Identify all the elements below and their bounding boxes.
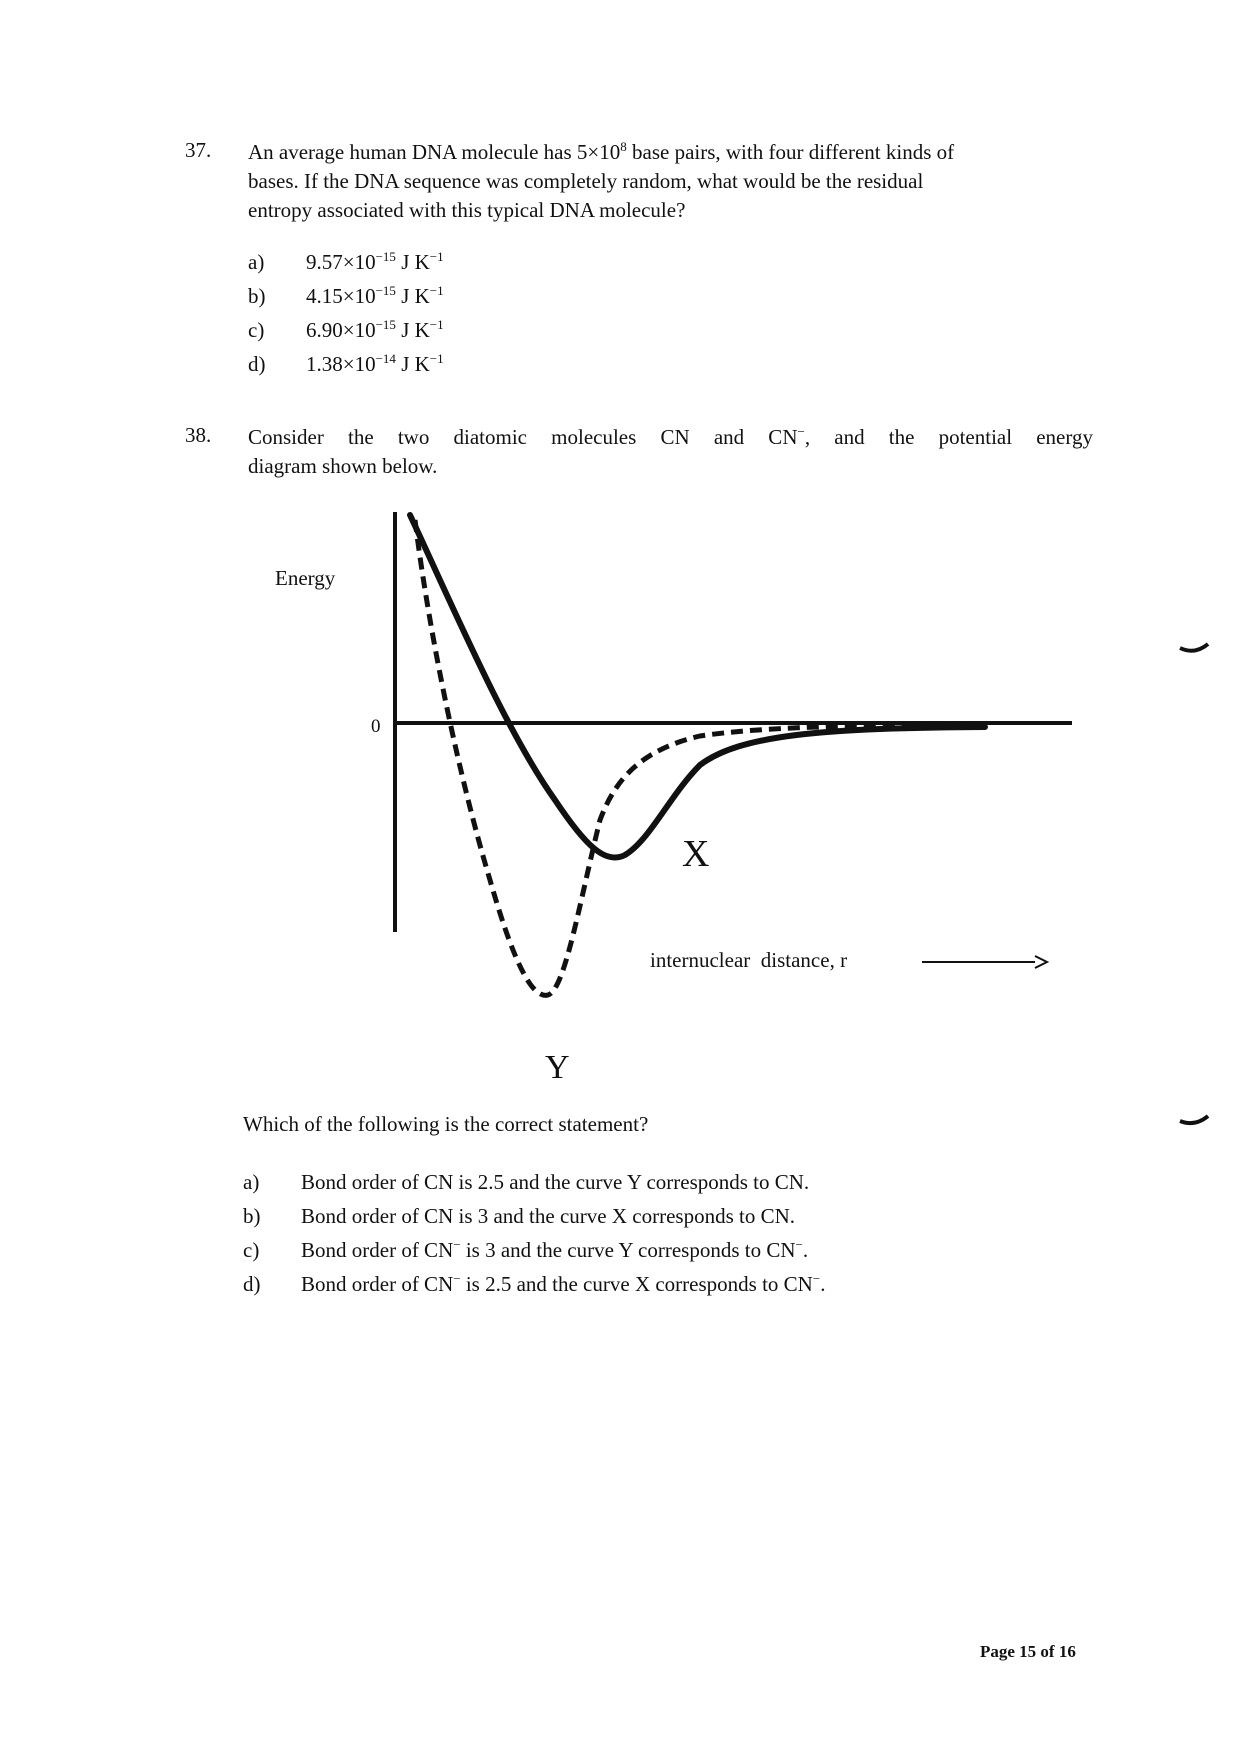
arrow-head-icon: [1035, 956, 1047, 968]
q38-number: 38.: [185, 423, 212, 447]
q37-option-b: b) $4.15\times 10^{-15}$ J $K^{-1}$: [248, 283, 444, 308]
q38-option-b: b) Bond order of CN is 3 and the curve X corresponds to CN.: [243, 1204, 795, 1228]
q38-option-c: c) Bond order of CN− is 3 and the curve Y corresponds to CN−.: [243, 1237, 809, 1262]
energy-label: Energy: [275, 566, 336, 590]
q38-line-2: diagram shown below.: [248, 454, 438, 478]
distance-label: internuclear distance, r: [650, 948, 848, 972]
curve-y-label: Y: [545, 1049, 570, 1086]
q37-option-d: d) $1.38\times 10^{-14}$ J $K^{-1}$: [248, 351, 444, 376]
margin-mark-icon: [1180, 1116, 1208, 1123]
q37-line-2: bases. If the DNA sequence was completely random, what would be the residual: [248, 169, 924, 193]
q37-line-3: entropy associated with this typical DNA molecule?: [248, 198, 686, 222]
q38-option-d: d) Bond order of CN− is 2.5 and the curve X corresponds to CN−.: [243, 1271, 826, 1296]
q38-prompt: Which of the following is the correct statement?: [243, 1112, 649, 1136]
q37-number: 37.: [185, 138, 212, 162]
q37-option-c: c) $6.90\times 10^{-15}$ J $K^{-1}$: [248, 317, 444, 342]
q37-option-a: a) $9.57\times 10^{-15}$ J $K^{-1}$: [248, 249, 444, 274]
zero-label: 0: [371, 716, 381, 737]
curve-y: [415, 520, 985, 995]
q38-option-a: a) Bond order of CN is 2.5 and the curve Y corresponds to CN.: [243, 1170, 810, 1194]
q37-line-1: An average human DNA molecule has $5\times 10^8$ base pairs, with four different kinds of: [248, 139, 955, 164]
page-number: Page 15 of 16: [980, 1642, 1076, 1661]
curve-x: [410, 515, 985, 858]
margin-mark-icon: [1180, 644, 1208, 651]
curve-x-label: X: [682, 833, 710, 875]
q38-line-1: Consider the two diatomic molecules CN and CN−, and the potential energy: [248, 424, 1093, 449]
